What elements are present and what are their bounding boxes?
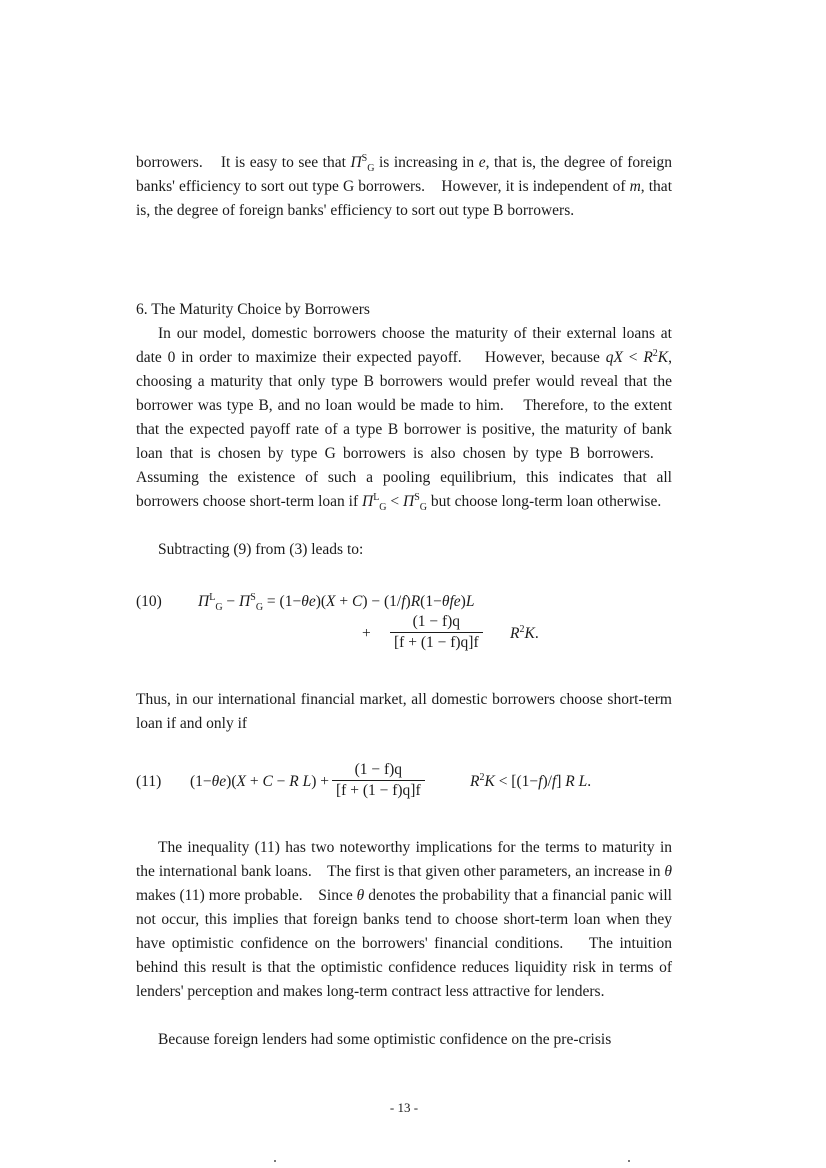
equation-11-rhs: $R^2K < [(1-f)/f]$ R L. [470,771,592,790]
equation-11-number: (11) [136,773,162,790]
equation-10-line1: $\Pi^L_G - \Pi^S_G = (1-\theta e)(X + C) - (1/f)R(1-\theta fe)L$ [198,591,475,614]
page-number: - 13 - [389,1100,419,1115]
equation-10-fraction [390,612,483,653]
paragraph-subtracting: Subtracting (9) from (3) leads to: [158,541,364,558]
paragraph-maturity-choice: In our model, domestic borrowers choose the maturity of their external loans at date 0 in order to maximize their expected payoff. However, because qX < $R^2K$, choosing a maturity that only type B borrowers would prefer would reveal that the borrower was type B, and no loan would be made to him. Therefore, to the extent that the expected payoff rate of a type B borrower is positive, the maturity of bank loan that is chosen by type G borrowers is also chosen by type B borrowers. Assuming the existence of such a pooling equilibrium, this indicates that all borrowers choose short-term loan if $\Pi^L_G < \Pi^S_G$ but choose long-term loan otherwise. [136,325,673,514]
equation-10-denominator: [f + (1 − f)q]f [394,634,479,651]
scan-mark-left [274,1160,276,1162]
equation-11-fraction [332,760,425,801]
equation-11-lhs: (1−θe)(X + C − R L) + [190,773,330,790]
paragraph-thus: Thus, in our international financial market, all domestic borrowers choose short-term loan if and only if [136,691,672,732]
equation-11-numerator: (1 − f)q [332,760,425,781]
section-heading: 6. The Maturity Choice by Borrowers [136,301,370,318]
equation-10-number: (10) [136,593,162,610]
paragraph-implications: The inequality (11) has two noteworthy implications for the terms to maturity in the international bank loans. The first is that given other parameters, an increase in θ makes (11) more probable. Since θ denotes the probability that a financial panic will not occur, this implies that foreign banks tend to choose short-term loan when they have optimistic confidence on the borrowers' financial conditions. The intuition behind this result is that the optimistic confidence reduces liquidity risk in terms of lenders' perception and makes long-term contract less attractive for lenders. [136,839,672,1000]
paragraph-pre-crisis: Because foreign lenders had some optimistic confidence on the pre-crisis [158,1031,612,1048]
equation-10-tail: $R^2K$. [510,623,539,642]
equation-10-numerator: (1 − f)q [390,612,483,633]
equation-10-plus: + [362,625,371,642]
continuation-paragraph: borrowers. It is easy to see that $\Pi^S_G$ is increasing in e, that is, the degree of foreign banks' efficiency to sort out type G borrowers. However, it is independent of m, that is, the degree of foreign banks' efficiency to sort out type B borrowers. [136,152,672,219]
equation-11-denominator: [f + (1 − f)q]f [336,782,421,799]
paper-page [136,0,672,1168]
scan-mark-right [628,1160,630,1162]
